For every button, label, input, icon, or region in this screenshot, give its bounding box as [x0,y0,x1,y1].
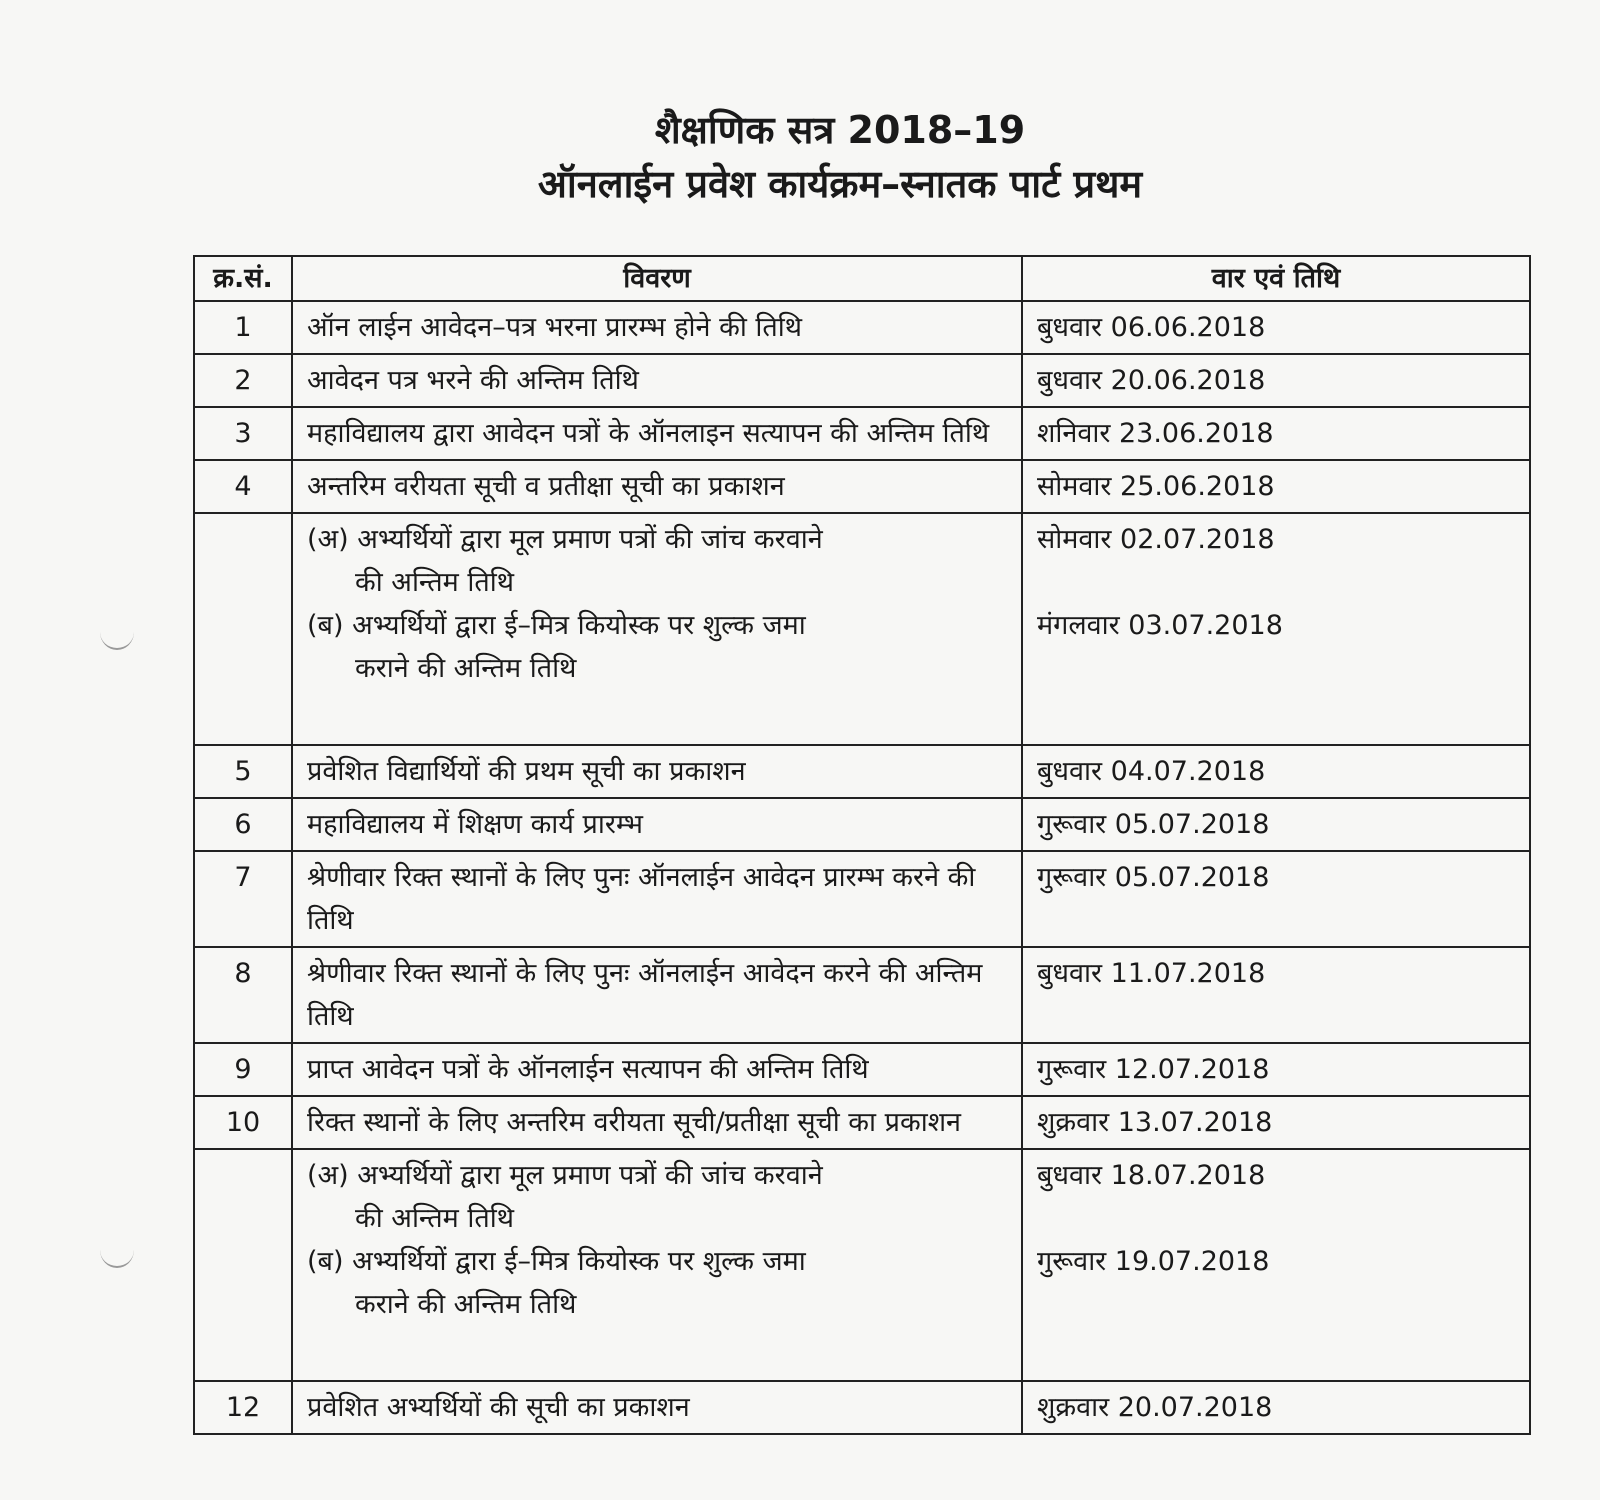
row-serial: 4 [194,460,292,513]
sub-item-b: (ब) अभ्यर्थियों द्वारा ई–मित्र कियोस्क पर शुल्क जमा [307,610,806,641]
row-description: श्रेणीवार रिक्त स्थानों के लिए पुनः ऑनलाईन आवेदन करने की अन्तिम तिथि [292,947,1022,1043]
row-serial: 7 [194,851,292,947]
table-row [194,1043,1530,1096]
row-description: प्रवेशित विद्यार्थियों की प्रथम सूची का प्रकाशन [292,745,1022,798]
row-serial: 5 [194,745,292,798]
table-row [194,798,1530,851]
row-serial: 9 [194,1043,292,1096]
date-spacer [1037,1197,1515,1240]
sub-item-a-continuation: की अन्तिम तिथि [355,567,514,598]
table-row-sub-items [194,1149,1530,1381]
row-description [292,513,1022,745]
table-row [194,745,1530,798]
row-date: बुधवार 04.07.2018 [1022,745,1530,798]
row-date: शुक्रवार 20.07.2018 [1022,1381,1530,1434]
row-serial: 1 [194,301,292,354]
sub-item-b-continuation: कराने की अन्तिम तिथि [355,653,577,684]
column-header-serial: क्र.सं. [194,256,292,301]
column-header-description: विवरण [292,256,1022,301]
date-spacer [1037,561,1515,604]
row-description: श्रेणीवार रिक्त स्थानों के लिए पुनः ऑनलाईन आवेदन प्रारम्भ करने की तिथि [292,851,1022,947]
row-serial [194,1149,292,1381]
row-date [1022,1149,1530,1381]
row-description: प्रवेशित अभ्यर्थियों की सूची का प्रकाशन [292,1381,1022,1434]
table-header-row [194,256,1530,301]
row-serial: 2 [194,354,292,407]
table-row [194,301,1530,354]
row-date [1022,513,1530,745]
row-serial: 10 [194,1096,292,1149]
row-spacer [307,1326,1007,1376]
row-serial [194,513,292,745]
row-spacer [307,690,1007,740]
table-row [194,1381,1530,1434]
row-description: प्राप्त आवेदन पत्रों के ऑनलाईन सत्यापन की अन्तिम तिथि [292,1043,1022,1096]
document-subtitle: ऑनलाईन प्रवेश कार्यक्रम–स्नातक पार्ट प्रथम [537,162,1143,206]
row-date: बुधवार 20.06.2018 [1022,354,1530,407]
row-date: शनिवार 23.06.2018 [1022,407,1530,460]
admission-schedule-table [193,255,1531,1435]
row-serial: 8 [194,947,292,1043]
sub-item-b-date: गुरूवार 19.07.2018 [1037,1246,1270,1277]
row-date: सोमवार 25.06.2018 [1022,460,1530,513]
sub-item-a: (अ) अभ्यर्थियों द्वारा मूल प्रमाण पत्रों की जांच करवाने [307,524,823,555]
table-row [194,407,1530,460]
sub-item-b-continuation: कराने की अन्तिम तिथि [355,1289,577,1320]
table-row [194,851,1530,947]
sub-item-a-date: बुधवार 18.07.2018 [1037,1160,1266,1191]
row-description: महाविद्यालय द्वारा आवेदन पत्रों के ऑनलाइन सत्यापन की अन्तिम तिथि [292,407,1022,460]
table-row [194,1096,1530,1149]
table-row [194,460,1530,513]
row-description: महाविद्यालय में शिक्षण कार्य प्रारम्भ [292,798,1022,851]
table-row [194,947,1530,1043]
row-date: बुधवार 06.06.2018 [1022,301,1530,354]
document-title: शैक्षणिक सत्र 2018–19 [654,108,1026,152]
sub-item-a: (अ) अभ्यर्थियों द्वारा मूल प्रमाण पत्रों की जांच करवाने [307,1160,823,1191]
row-description: अन्तरिम वरीयता सूची व प्रतीक्षा सूची का प्रकाशन [292,460,1022,513]
row-description: आवेदन पत्र भरने की अन्तिम तिथि [292,354,1022,407]
table-row-sub-items [194,513,1530,745]
row-description [292,1149,1022,1381]
punch-hole-mark [100,1232,134,1268]
sub-item-a-date: सोमवार 02.07.2018 [1037,524,1275,555]
sub-item-b: (ब) अभ्यर्थियों द्वारा ई–मित्र कियोस्क पर शुल्क जमा [307,1246,806,1277]
row-description: रिक्त स्थानों के लिए अन्तरिम वरीयता सूची/प्रतीक्षा सूची का प्रकाशन [292,1096,1022,1149]
row-date: बुधवार 11.07.2018 [1022,947,1530,1043]
sub-item-a-continuation: की अन्तिम तिथि [355,1203,514,1234]
row-date: गुरूवार 12.07.2018 [1022,1043,1530,1096]
row-date: गुरूवार 05.07.2018 [1022,851,1530,947]
row-serial: 6 [194,798,292,851]
punch-hole-mark [100,614,134,650]
row-description: ऑन लाईन आवेदन–पत्र भरना प्रारम्भ होने की तिथि [292,301,1022,354]
row-serial: 12 [194,1381,292,1434]
row-date: गुरूवार 05.07.2018 [1022,798,1530,851]
row-serial: 3 [194,407,292,460]
table-row [194,354,1530,407]
column-header-day-date: वार एवं तिथि [1022,256,1530,301]
sub-item-b-date: मंगलवार 03.07.2018 [1037,610,1283,641]
row-date: शुक्रवार 13.07.2018 [1022,1096,1530,1149]
